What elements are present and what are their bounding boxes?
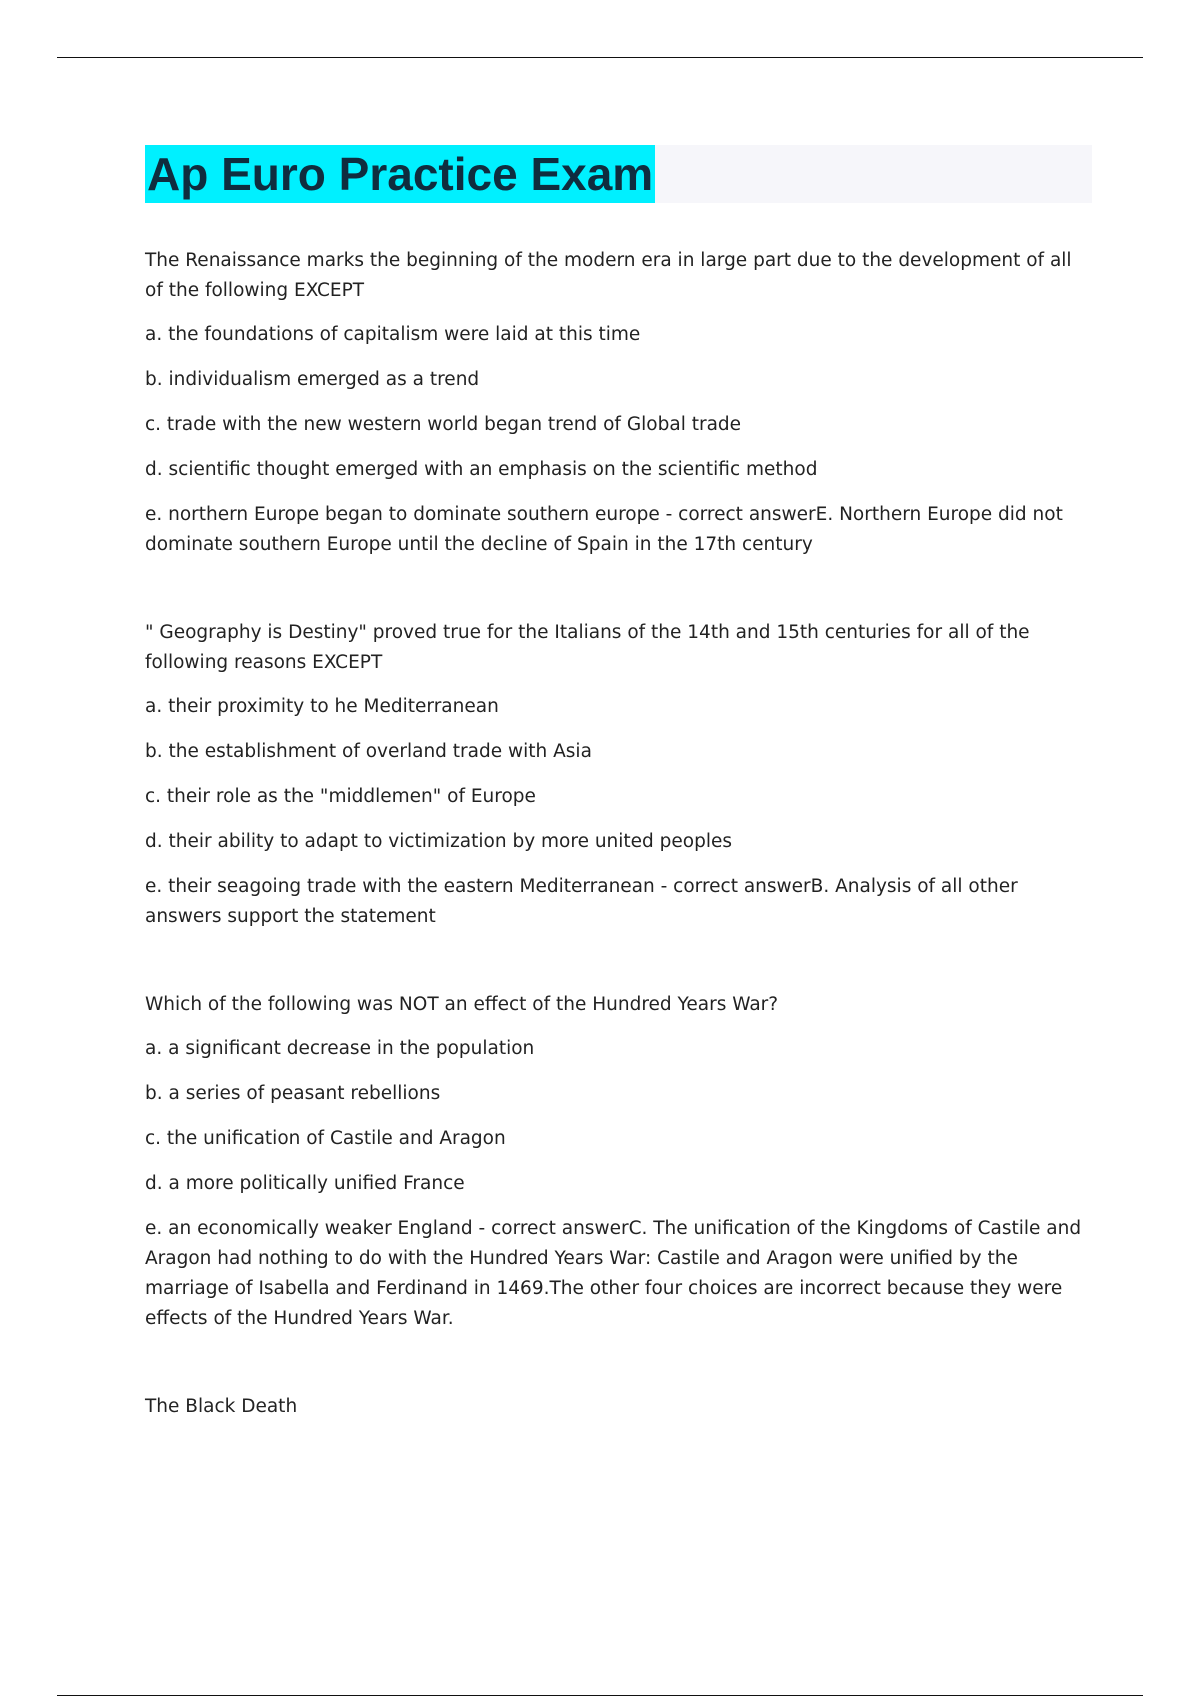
answer-option-c: c. their role as the "middlemen" of Europe [145, 786, 536, 807]
answer-option-d: d. a more politically unified France [145, 1173, 465, 1194]
answer-option-e: e. an economically weaker England - correct answerC. The unification of the Kingdoms of Castile and Aragon had nothing to do with the Hundred Years War: Castile and Aragon were unified by the marriage of Isabella and Ferdinand in 1469.The other four choices are incorrect because they were effects of the Hundred Years War. [145, 1218, 1082, 1329]
answer-option-e: e. their seagoing trade with the eastern Mediterranean - correct answerB. Analysis of all other answers support the statement [145, 876, 1018, 927]
question-block-1 [145, 246, 1095, 560]
question-block-3 [145, 990, 1095, 1334]
bottom-divider [57, 1695, 1143, 1696]
question-text: Which of the following was NOT an effect of the Hundred Years War? [145, 994, 779, 1015]
question-text: The Black Death [145, 1396, 298, 1417]
answer-option-a: a. a significant decrease in the population [145, 1038, 535, 1059]
answer-option-c: c. trade with the new western world began trend of Global trade [145, 414, 742, 435]
question-text: The Renaissance marks the beginning of the modern era in large part due to the development of all of the following EXCEPT [145, 250, 1072, 301]
answer-option-d: d. scientific thought emerged with an emphasis on the scientific method [145, 459, 818, 480]
document-title: Ap Euro Practice Exam [145, 145, 655, 203]
answer-option-a: a. their proximity to he Mediterranean [145, 696, 499, 717]
question-block-4 [145, 1392, 1095, 1422]
answer-option-b: b. a series of peasant rebellions [145, 1083, 441, 1104]
document-body [145, 246, 1095, 1436]
answer-option-b: b. the establishment of overland trade with Asia [145, 741, 592, 762]
question-text: " Geography is Destiny" proved true for the Italians of the 14th and 15th centuries for all of the following reasons EXCEPT [145, 622, 1030, 673]
question-block-2 [145, 618, 1095, 932]
answer-option-e: e. northern Europe began to dominate southern europe - correct answerE. Northern Europe did not dominate southern Europe until the decline of Spain in the 17th century [145, 504, 1063, 555]
top-divider [57, 57, 1143, 58]
answer-option-c: c. the unification of Castile and Aragon [145, 1128, 506, 1149]
answer-option-a: a. the foundations of capitalism were laid at this time [145, 324, 641, 345]
answer-option-d: d. their ability to adapt to victimization by more united peoples [145, 831, 733, 852]
answer-option-b: b. individualism emerged as a trend [145, 369, 480, 390]
